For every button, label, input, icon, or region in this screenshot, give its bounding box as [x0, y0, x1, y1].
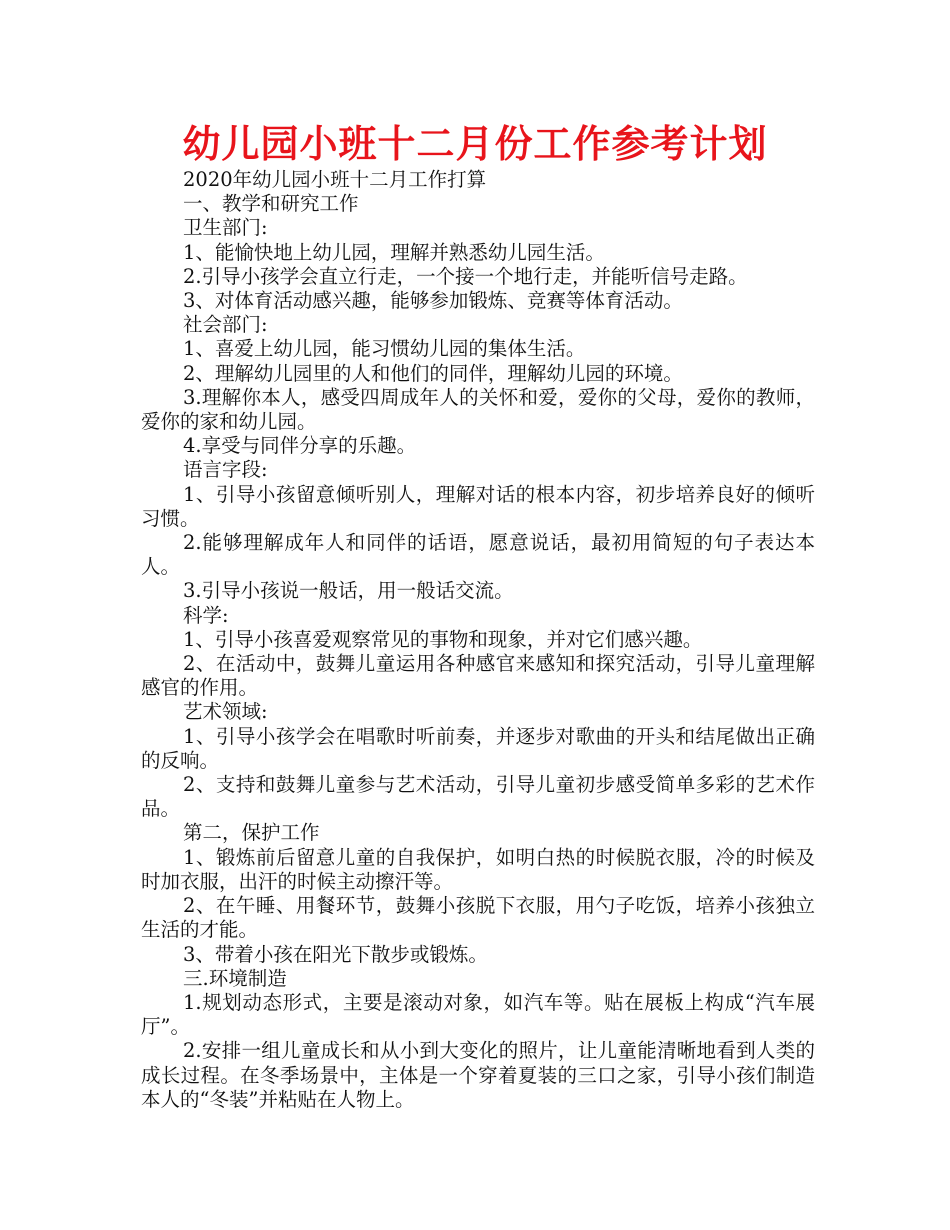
subsection-heading-language: 语言字段: [183, 458, 268, 482]
paragraph: 1、引导小孩留意倾听别人，理解对话的根本内容，初步培养良好的倾听习惯。 [141, 482, 815, 530]
paragraph: 3、带着小孩在阳光下散步或锻炼。 [183, 942, 488, 966]
subsection-heading-health: 卫生部门: [183, 216, 268, 240]
paragraph-subtitle: 2020年幼儿园小班十二月工作打算 [183, 168, 487, 191]
paragraph: 1、锻炼前后留意儿童的自我保护，如明白热的时候脱衣服，冷的时候及时加衣服，出汗的时候主动擦汗等。 [141, 845, 815, 893]
paragraph: 1、能愉快地上幼儿园，理解并熟悉幼儿园生活。 [183, 240, 605, 264]
paragraph: 4.享受与同伴分享的乐趣。 [183, 434, 417, 458]
paragraph: 2、理解幼儿园里的人和他们的同伴，理解幼儿园的环境。 [183, 361, 683, 385]
document-body [141, 168, 815, 1112]
paragraph: 2.安排一组儿童成长和从小到大变化的照片，让儿童能清晰地看到人类的成长过程。在冬季场景中，主体是一个穿着夏装的三口之家，引导小孩们制造本人的“冬装”并粘贴在人物上。 [141, 1039, 815, 1111]
subsection-heading-science: 科学: [183, 603, 229, 627]
paragraph: 2.能够理解成年人和同伴的话语，愿意说话，最初用简短的句子表达本人。 [141, 531, 815, 579]
paragraph: 3.理解你本人，感受四周成年人的关怀和爱，爱你的父母，爱你的教师，爱你的家和幼儿园。 [141, 385, 815, 434]
section-heading-teaching: 一、教学和研究工作 [183, 192, 359, 216]
paragraph: 2、在午睡、用餐环节，鼓舞小孩脱下衣服，用勺子吃饭，培养小孩独立生活的才能。 [141, 894, 815, 942]
paragraph: 3.引导小孩说一般话，用一般话交流。 [183, 579, 514, 603]
paragraph: 2.引导小孩学会直立行走，一个接一个地行走，并能听信号走路。 [183, 264, 748, 288]
paragraph: 1、引导小孩学会在唱歌时听前奏，并逐步对歌曲的开头和结尾做出正确的反响。 [141, 724, 815, 772]
paragraph: 3、对体育活动感兴趣，能够参加锻炼、竞赛等体育活动。 [183, 289, 683, 313]
paragraph: 1.规划动态形式，主要是滚动对象，如汽车等。贴在展板上构成“汽车展厅”。 [141, 990, 815, 1039]
paragraph: 2、在活动中，鼓舞儿童运用各种感官来感知和探究活动，引导儿童理解感官的作用。 [141, 652, 815, 700]
section-heading-environment: 三.环境制造 [183, 966, 287, 990]
document-title: 幼儿园小班十二月份工作参考计划 [182, 122, 768, 166]
subsection-heading-art: 艺术领域: [183, 700, 268, 724]
paragraph: 1、引导小孩喜爱观察常见的事物和现象，并对它们感兴趣。 [183, 627, 703, 651]
paragraph: 1、喜爱上幼儿园，能习惯幼儿园的集体生活。 [183, 337, 586, 361]
section-heading-care: 第二，保护工作 [183, 821, 320, 845]
subsection-heading-social: 社会部门: [183, 313, 268, 337]
paragraph: 2、支持和鼓舞儿童参与艺术活动，引导儿童初步感受简单多彩的艺术作品。 [141, 773, 815, 821]
